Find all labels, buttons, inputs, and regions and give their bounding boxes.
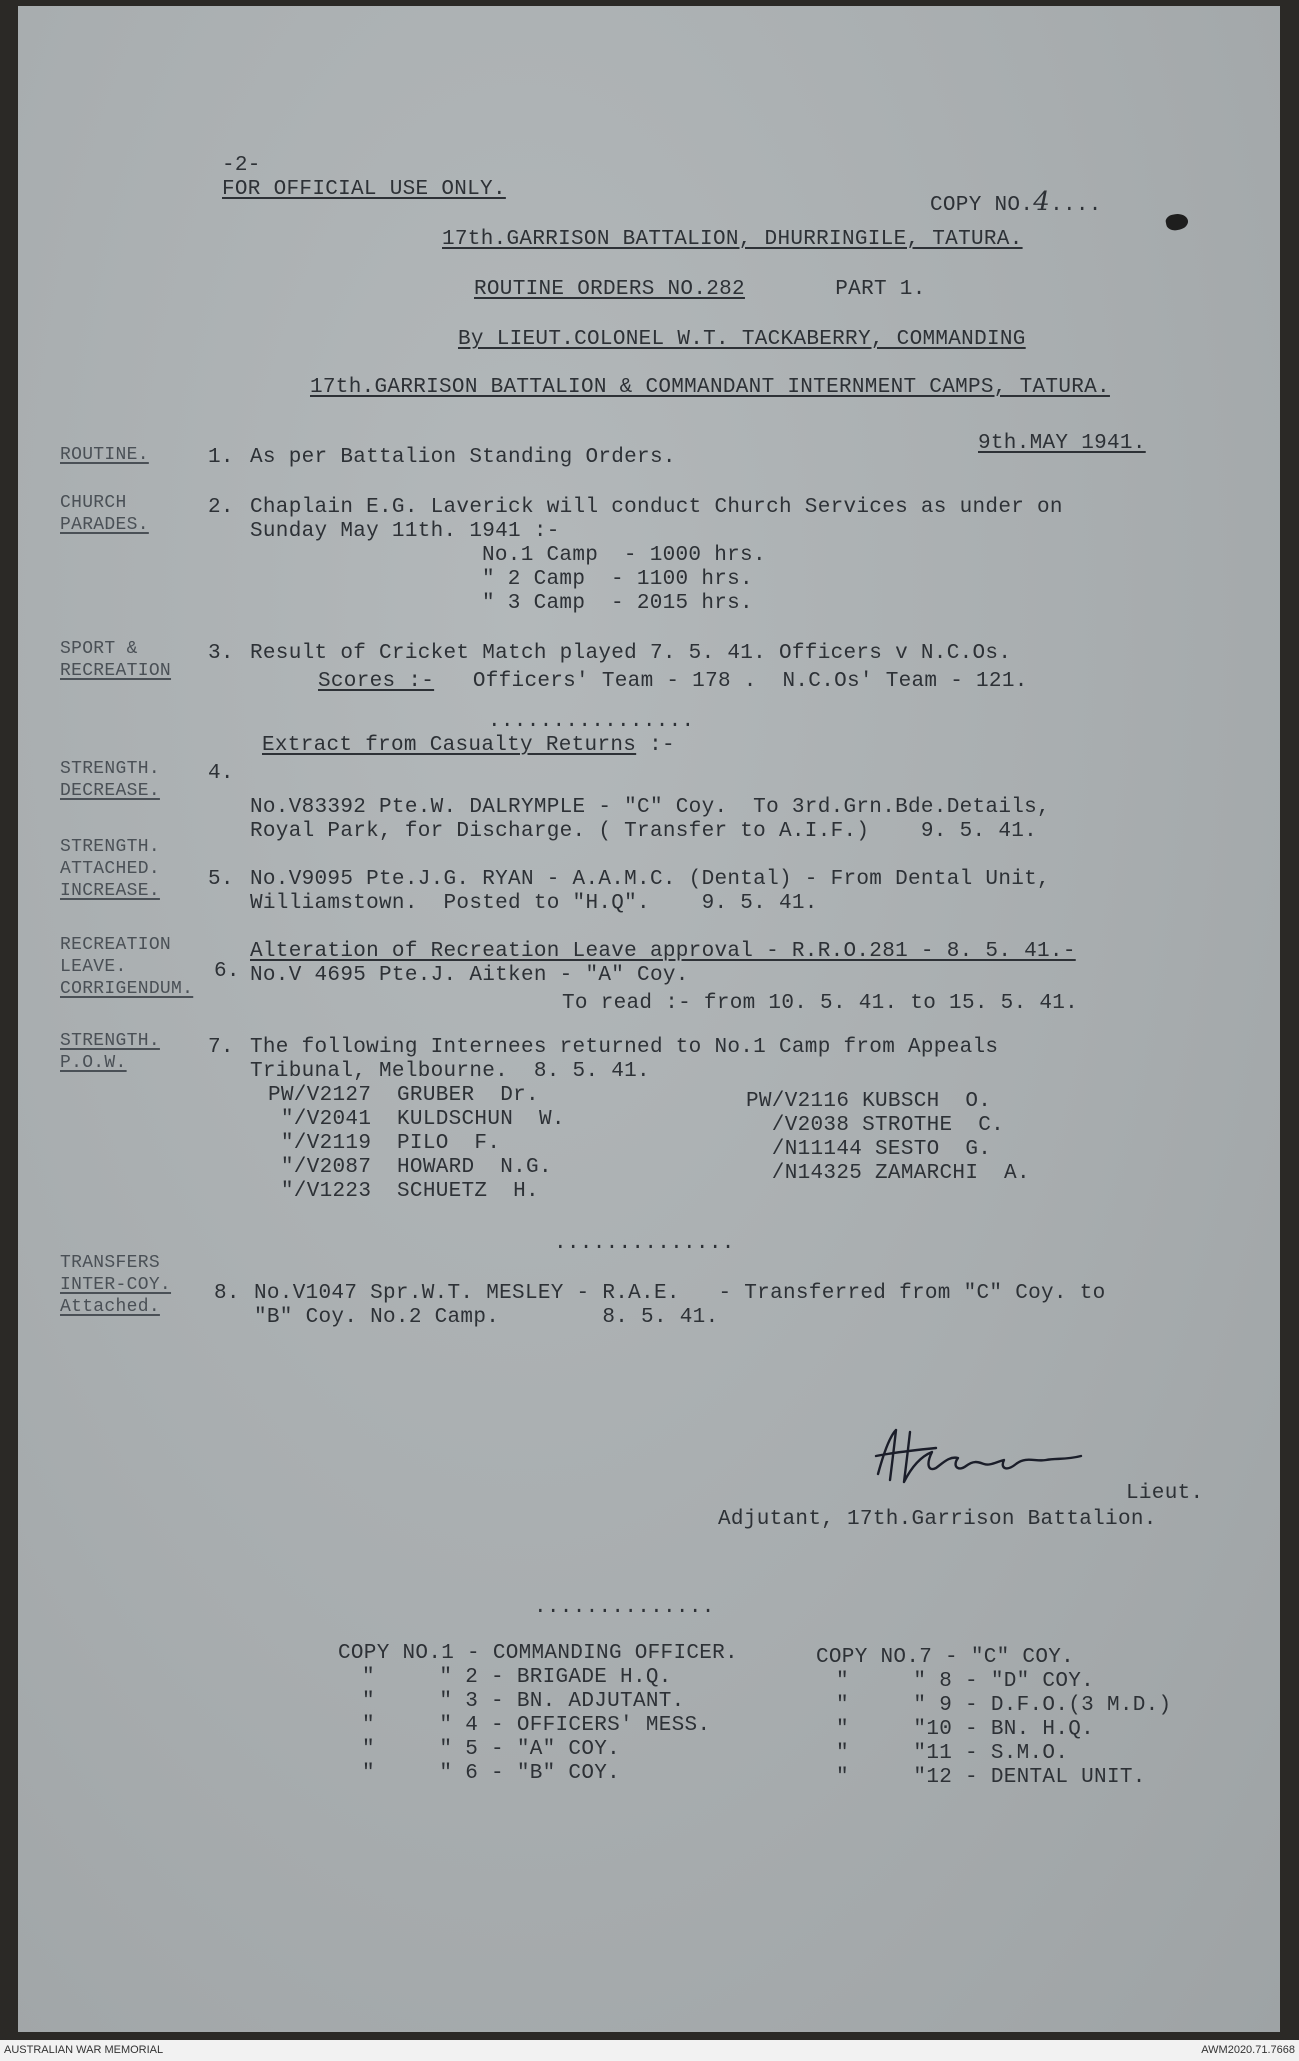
distribution-row: " " 5 - "A" COY. — [362, 1738, 621, 1761]
separator-dots: .............. — [534, 1596, 715, 1619]
battalion-heading: 17th.GARRISON BATTALION, DHURRINGILE, TATURA. — [442, 228, 1023, 251]
distribution-row: " " 4 - OFFICERS' MESS. — [362, 1714, 711, 1737]
copy-number-handwritten: 4 — [1033, 187, 1051, 217]
item-5-line-1: No.V9095 Pte.J.G. RYAN - A.A.M.C. (Dental) - From Dental Unit, — [250, 868, 1050, 891]
camp-row: " 2 Camp - 1100 hrs. — [482, 568, 753, 591]
camp-row: " 3 Camp - 2015 hrs. — [482, 592, 753, 615]
item-1-number: 1. — [208, 446, 234, 469]
margin-attached: ATTACHED. — [60, 859, 160, 879]
margin-sport: SPORT & — [60, 639, 138, 659]
item-2-line-1: Chaplain E.G. Laverick will conduct Church Services as under on — [250, 496, 1063, 519]
item-7-number: 7. — [208, 1036, 234, 1059]
internee-row: PW/V2116 KUBSCH O. — [746, 1090, 992, 1113]
camp-row: No.1 Camp - 1000 hrs. — [482, 544, 766, 567]
internee-row: "/V1223 SCHUETZ H. — [268, 1180, 539, 1203]
item-5-line-2: Williamstown. Posted to "H.Q". 9. 5. 41. — [250, 892, 818, 915]
internee-row: "/V2119 PILO F. — [268, 1132, 501, 1155]
internee-row: /V2038 STROTHE C. — [746, 1114, 1005, 1137]
distribution-row: COPY NO.1 - COMMANDING OFFICER. — [338, 1642, 738, 1665]
item-1-text: As per Battalion Standing Orders. — [250, 446, 676, 469]
item-5-number: 5. — [208, 868, 234, 891]
margin-recreation: RECREATION — [60, 935, 172, 955]
margin-routine: ROUTINE. — [60, 445, 149, 465]
separator-dots: ................ — [488, 710, 695, 733]
item-8-number: 8. — [214, 1282, 240, 1305]
item-6-line-2: No.V 4695 Pte.J. Aitken - "A" Coy. — [250, 964, 689, 987]
commanding-officer-line: By LIEUT.COLONEL W.T. TACKABERRY, COMMANDING — [458, 328, 1026, 351]
order-date: 9th.MAY 1941. — [978, 432, 1146, 455]
copy-number-label: COPY NO.4.... — [930, 187, 1102, 217]
margin-increase: INCREASE. — [60, 881, 160, 901]
margin-leave: LEAVE. — [60, 957, 127, 977]
casualty-returns-title: Extract from Casualty Returns :- — [262, 734, 675, 757]
scores-line: Scores :- Officers' Team - 178 . N.C.Os' Team - 121. — [318, 670, 1028, 693]
internee-row: PW/V2127 GRUBER Dr. — [268, 1084, 539, 1107]
item-6-line-1: Alteration of Recreation Leave approval - R.R.O.281 - 8. 5. 41.- — [250, 940, 1076, 963]
margin-pow: P.O.W. — [60, 1053, 127, 1073]
official-use-label: FOR OFFICIAL USE ONLY. — [222, 178, 506, 201]
margin-attached: Attached. — [60, 1297, 160, 1317]
margin-strength: STRENGTH. — [60, 759, 160, 779]
margin-strength: STRENGTH. — [60, 837, 160, 857]
margin-church: CHURCH — [60, 493, 127, 513]
item-3-number: 3. — [208, 642, 234, 665]
margin-recreation: RECREATION — [60, 661, 172, 681]
page-number: -2- — [222, 154, 261, 177]
item-2-line-2: Sunday May 11th. 1941 :- — [250, 520, 560, 543]
distribution-row: " " 9 - D.F.O.(3 M.D.) — [836, 1694, 1172, 1717]
commandant-line: 17th.GARRISON BATTALION & COMMANDANT INTERNMENT CAMPS, TATURA. — [310, 376, 1110, 399]
archive-footer — [0, 2040, 1299, 2061]
distribution-row: " " 6 - "B" COY. — [362, 1762, 621, 1785]
separator-dots: .............. — [554, 1232, 735, 1255]
item-4-number: 4. — [208, 762, 234, 785]
item-6-line-3: To read :- from 10. 5. 41. to 15. 5. 41. — [562, 992, 1079, 1015]
item-7-line-2: Tribunal, Melbourne. 8. 5. 41. — [250, 1060, 650, 1083]
internee-row: /N11144 SESTO G. — [746, 1138, 992, 1161]
internee-row: "/V2087 HOWARD N.G. — [268, 1156, 552, 1179]
item-8-line-2: "B" Coy. No.2 Camp. 8. 5. 41. — [254, 1306, 719, 1329]
ink-smudge — [1165, 212, 1190, 232]
item-2-number: 2. — [208, 496, 234, 519]
distribution-row: COPY NO.7 - "C" COY. — [816, 1646, 1075, 1669]
margin-transfers: TRANSFERS — [60, 1253, 160, 1273]
document-sheet — [18, 6, 1280, 2032]
footer-institution: AUSTRALIAN WAR MEMORIAL — [4, 2044, 164, 2056]
item-7-line-1: The following Internees returned to No.1 Camp from Appeals — [250, 1036, 999, 1059]
signature-title: Adjutant, 17th.Garrison Battalion. — [718, 1508, 1157, 1531]
adjutant-signature — [866, 1422, 1096, 1492]
item-4-line-1: No.V83392 Pte.W. DALRYMPLE - "C" Coy. To 3rd.Grn.Bde.Details, — [250, 796, 1050, 819]
margin-corrigendum: CORRIGENDUM. — [60, 979, 194, 999]
margin-inter-coy: INTER-COY. — [60, 1275, 172, 1295]
internee-row: /N14325 ZAMARCHI A. — [746, 1162, 1030, 1185]
signature-rank: Lieut. — [1126, 1482, 1204, 1505]
distribution-row: " "10 - BN. H.Q. — [836, 1718, 1095, 1741]
distribution-row: " " 3 - BN. ADJUTANT. — [362, 1690, 685, 1713]
margin-strength: STRENGTH. — [60, 1031, 160, 1051]
item-3-line-1: Result of Cricket Match played 7. 5. 41. Officers v N.C.Os. — [250, 642, 1012, 665]
footer-accession: AWM2020.71.7668 — [1201, 2044, 1295, 2056]
item-4-line-2: Royal Park, for Discharge. ( Transfer to A.I.F.) 9. 5. 41. — [250, 820, 1038, 843]
distribution-row: " " 2 - BRIGADE H.Q. — [362, 1666, 672, 1689]
margin-parades: PARADES. — [60, 515, 149, 535]
routine-orders-heading: ROUTINE ORDERS NO.282 PART 1. — [474, 278, 926, 301]
distribution-row: " "11 - S.M.O. — [836, 1742, 1069, 1765]
margin-decrease: DECREASE. — [60, 781, 160, 801]
distribution-row: " " 8 - "D" COY. — [836, 1670, 1095, 1693]
distribution-row: " "12 - DENTAL UNIT. — [836, 1766, 1146, 1789]
internee-row: "/V2041 KULDSCHUN W. — [268, 1108, 565, 1131]
item-8-line-1: No.V1047 Spr.W.T. MESLEY - R.A.E. - Transferred from "C" Coy. to — [254, 1282, 1106, 1305]
item-6-number: 6. — [214, 960, 240, 983]
